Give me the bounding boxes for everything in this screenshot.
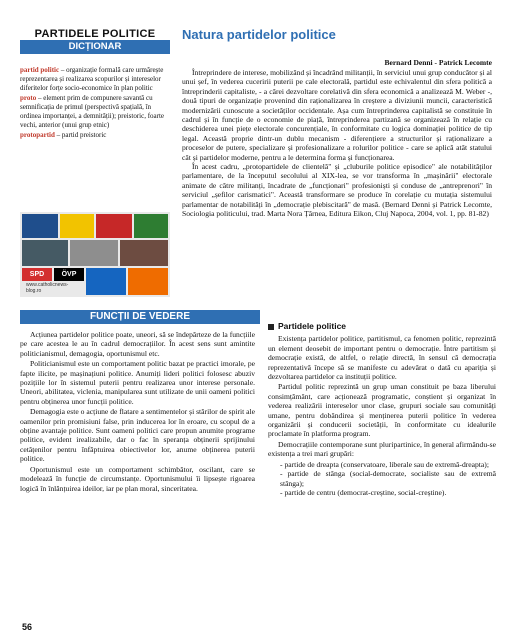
square-bullet-icon [268,324,274,330]
page-number: 56 [22,622,33,632]
right-paragraph: Partidul politic reprezintă un grup uman constituit pe baza liberului consimțământ, care acționează programatic, conștient și organizat în vederea realizării intereselor unor clase, grupuri sociale sau comunități umane, pentru dobândirea și menținerea puterii politice în vederea organizării și conducerii societății, în conformitate cu idealurile proclamate în platforma program. [268,382,496,439]
left-column [20,330,255,494]
spd-logo: SPD [22,268,52,281]
image-caption: www.catholicnews-blog.ro [26,282,69,294]
glossary-definition: – element prim de compunere savantă cu semnificația de primul (perspectivă spațială, în ordinea importanței, a demnității); preistoric, foarte vechi, anterior (unui grup etnic) [20,94,165,129]
article-paragraph: În acest cadru, „protopartidele de clientelă" și „cluburile politice episodice" ale notabilităților parlamentare, de la începutul secolului al XIX-lea, se vor transforma în „mașinării" electorale animate de către militanți, încadrate de „funcționari" profesioniști și conduse de „antreprenori" în serviciul „șefilor carismatici". Această transformare se produce în corelație cu mutația sistemului parlamentar de notabilități în „democrație plebiscitară" de masă. (Bernard Denni și Patrick Lecomte, Sociologia politicului, trad. Marta Nora Țârnea, Editura Eikon, Cluj Napoca, 2004, vol. 1, pp. 81-82) [182,162,492,219]
left-paragraph: Demagogia este o acțiune de flatare a sentimentelor și stărilor de spirit ale oamenilor prin promisiuni false, prin inducerea lor în eroare, cu scopul de a obține avantaje politice. Sunt oameni politici care propun anumite programe politice, evident irealizabile, dar o fac în speranța obținerii sprijinului cetățenilor pentru înfăptuirea obiectivelor lor, anume obținerea puterii politice. [20,407,255,464]
section-banner: FUNCȚII DE VEDERE [20,310,260,324]
left-paragraph: Oportunismul este un comportament schimbător, oscilant, care se modelează în funcție de circumstanțe. Oportunismului îi lipsește rigoarea logică în înlănțuirea ideilor, iar pe plan moral, sinceritatea. [20,464,255,493]
article-paragraph: Întreprindere de interese, mobilizând și încadrând militanții, în serviciul unui grup conducător și al unui șef, în vederea cuceririi puterii pe cale electorală, partidul este echivalentul din sfera politică a întreprinderii capitaliste, - a cărei dezvoltare corelativă din sfera economică a analizează M. Weber -, două tipuri de organizație provenind din raționalizarea în creștere a diviziunii muncii, caracteristică modernizării cunoscute a societăților occidentale. Așa cum întreprinderea capitalistă se constituie în cadrul și în funcție de o economie de piață, întreprinderea partizană se organizează în relație cu deschiderea unei piețe electorale concurențiale, în conformitate cu logica dominației politice de tip legal. Această proprie dintr-un dublu mecanism - diferențiere a structurilor și raționalizare a proceselor de putere, specializare și profesionalizare a rolurilor politice - care se aplică atât statului cât și partidelor moderne, pentru a le determina forma și funcționarea. [182,68,492,162]
party-types-list [268,460,496,498]
right-section-heading [268,322,496,331]
right-paragraph: Existența partidelor politice, partitismul, ca fenomen politic, reprezintă un element deosebit de important pentru o democrație. Între partitism și democrație există, de altfel, o relație directă, în sensul că democrația reprezentativă începe să se manifeste cu adevărat o dată cu apariția și dezvoltarea partidelor ca instituții politice. [268,334,496,382]
glossary-term: partid politic [20,66,60,74]
left-paragraph: Acțiunea partidelor politice poate, uneori, să se îndepărteze de la funcțiile pe care acestea le au în cadrul democrațiilor. În acest sens sunt amintite politicianismul, demagogia, oportunismul etc. [20,330,255,358]
right-section-title: Partidele politice [278,321,347,331]
glossary-term: protopartid [20,131,55,139]
glossary-definition: – partid preistoric [54,131,107,139]
right-paragraph: Democrațiile contemporane sunt pluripartinice, în general afirmându-se existența a trei mari grupări: [268,439,496,459]
glossary [20,66,170,141]
ovp-logo: ÖVP [54,268,84,281]
party-logos-collage [20,212,170,297]
sidebar-title: PARTIDELE POLITICE [34,28,156,40]
glossary-entry [20,131,170,140]
glossary-entry [20,66,170,93]
article-body [182,68,492,219]
right-column [268,322,496,497]
left-paragraph: Politicianismul este un comportament politic bazat pe practici imorale, pe fapte ilicite, pe mașinațiuni politice. Anumiți lideri politici folosesc abuziv pozițiile lor în sistemul puterii pentru realizarea unor interese personale. Uneori, abilitatea, viclenia, manipularea sunt utilizate de unii oameni politici pentru obținerea unor funcții politice. [20,359,255,406]
list-item: - partide de dreapta (conservatoare, liberale sau de extremă-dreapta); [280,460,496,469]
glossary-term: proto [20,94,37,102]
dictionary-banner: DICȚIONAR [20,40,170,54]
glossary-definition: – organizație formală care urmărește reprezentarea și realizarea scopurilor și intereselor diferitelor forțe socio-economice în plan politic [20,66,164,92]
list-item: - partide de stânga (social-democrate, socialiste sau de extremă stânga); [280,469,496,488]
glossary-entry [20,94,170,130]
article-author: Bernard Denni - Patrick Lecomte [384,58,492,67]
article-title: Natura partidelor politice [182,27,336,42]
list-item: - partide de centru (democrat-creștine, social-creștine). [280,488,496,497]
